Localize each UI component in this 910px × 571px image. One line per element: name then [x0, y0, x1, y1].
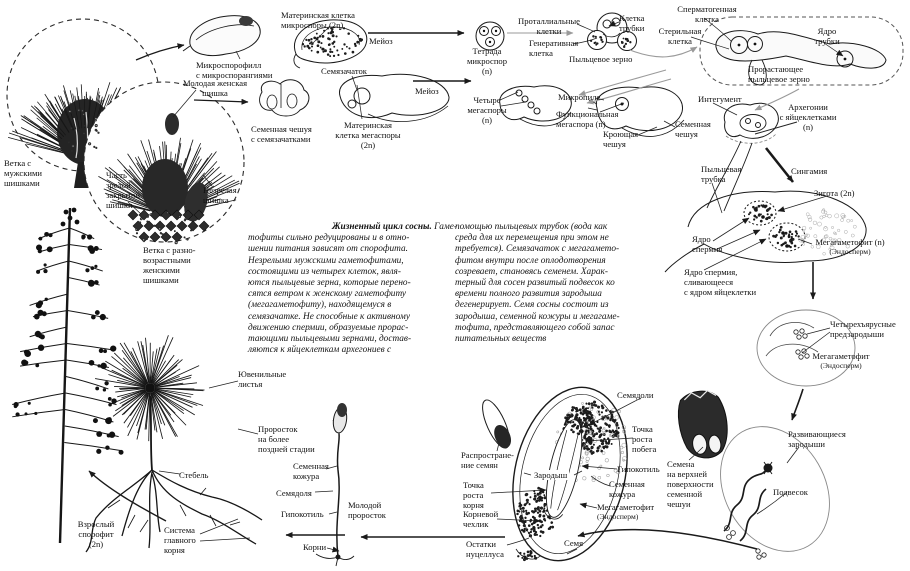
label-line: нуцеллуса	[466, 549, 504, 559]
label-protallialnye-kletki	[516, 16, 582, 36]
label-line: Система	[164, 525, 195, 535]
caption-line: требуется). Семязачаток с мегагамето-	[455, 244, 620, 255]
label-line: Прорастающее	[748, 64, 804, 74]
label-line: Генеративная	[529, 38, 579, 48]
label-line: Гипокотиль	[281, 509, 324, 519]
label-line: Микропиле	[558, 92, 601, 102]
caption-line: созревает, становясь семенем. Харак-	[455, 266, 608, 277]
label-prorastayushchee-pylcevoe-zerno	[748, 64, 810, 84]
label-line: мегаспоры	[467, 105, 507, 115]
label-line: Сингамия	[791, 166, 828, 176]
label-line: Ядро	[692, 234, 711, 244]
label-semennaya-cheshuya	[675, 119, 711, 139]
label-line: пыльцевое зерно	[748, 74, 810, 84]
label-line: кожура	[609, 489, 636, 499]
label-megagametofit-endosperm-predzarodyshej	[804, 351, 878, 371]
label-line: (Эндосперм)	[820, 361, 862, 370]
figure-caption-column-2	[455, 222, 620, 345]
label-kornevoj-chekhlik	[463, 509, 498, 529]
label-line: клетка	[668, 36, 692, 46]
label-line: роста	[463, 490, 484, 500]
label-mejoz-1	[369, 36, 393, 46]
label-line: Клетка	[619, 13, 645, 23]
label-sistema-glavnogo-kornya	[164, 525, 196, 555]
label-line: Стерильная	[658, 26, 702, 36]
label-line: чешуя	[675, 129, 698, 139]
label-line: мужскими	[4, 168, 43, 178]
caption-line: времени полного развития зародыша	[455, 289, 602, 300]
label-line: Материнская клетка	[281, 10, 355, 20]
label-line: шишками	[143, 275, 179, 285]
label-line: кожура	[293, 471, 320, 481]
label-line: Взрослый	[77, 519, 115, 529]
label-line: клетка	[695, 14, 719, 24]
label-line: спорофит	[78, 529, 114, 539]
label-line: листья	[238, 379, 263, 389]
label-line: Зародыш	[534, 470, 568, 480]
label-line: шишками	[4, 178, 40, 188]
label-molodaya-zhenskaya-shishka	[180, 78, 250, 98]
caption-line: движению спермии, образуемые прорас-	[248, 322, 409, 333]
label-line: сливающееся	[684, 277, 734, 287]
label-line: клетка	[529, 48, 553, 58]
label-line: Корни	[303, 542, 327, 552]
label-zarodysh	[532, 470, 569, 480]
caption-line: тающими пыльцевыми зернами, достав-	[248, 334, 412, 345]
label-integument	[698, 94, 742, 104]
label-line: (Эндосперм)	[829, 247, 871, 256]
label-singamiya	[791, 166, 827, 176]
caption-line: дегенерирует. Семя сосны состоит из	[455, 300, 609, 311]
caption-line: фитом внутри после оплодотворения	[455, 255, 606, 266]
label-line: Остатки	[466, 539, 497, 549]
label-podvesok	[773, 487, 808, 497]
label-mikrosporofill	[196, 60, 273, 80]
label-kletka-trubki	[619, 13, 644, 33]
caption-line: среда для их перемещения при этом не	[455, 233, 609, 244]
label-line: шишки	[106, 200, 133, 210]
label-rasprostranenie-semyan	[461, 450, 514, 470]
label-nezrelaya-shishka	[203, 185, 237, 205]
label-line: Подвесок	[773, 487, 808, 497]
label-line: Тетрада	[472, 46, 502, 56]
label-line: зрелой	[106, 180, 131, 190]
label-line: Семена	[667, 459, 695, 469]
label-line: Зигота (2n)	[814, 188, 855, 198]
label-line: трубки	[619, 23, 645, 33]
label-line: клетки	[536, 26, 562, 36]
label-line: Незрелая	[203, 185, 237, 195]
label-line: Развивающиеся	[788, 429, 846, 439]
label-line: клетка мегаспоры	[335, 130, 401, 140]
label-line: Ядро	[817, 26, 837, 36]
label-line: шишка	[202, 88, 228, 98]
label-line: Точка	[632, 424, 653, 434]
label-yadro-spermiya-slivayushcheesya	[684, 267, 756, 297]
label-tochka-rosta-kornya	[463, 480, 484, 510]
label-line: зародыши	[788, 439, 825, 449]
label-line: на более	[258, 434, 290, 444]
label-line: Семенная	[293, 461, 329, 471]
label-semyazachatok	[321, 66, 367, 76]
caption-line: Незрелыми мужскими гаметофитами,	[248, 255, 404, 266]
label-chetyrekhyarusnye-predzarodyshi	[830, 319, 896, 339]
label-materinskaya-kletka-mikrospory	[281, 10, 355, 30]
label-line: (n)	[481, 66, 493, 76]
label-line: роста	[632, 434, 653, 444]
label-line: трубки	[814, 36, 840, 46]
label-line: поздней стадии	[258, 444, 315, 454]
caption-line: ляются к яйцеклеткам архегониев с	[248, 345, 392, 356]
label-line: возрастными	[143, 255, 191, 265]
label-line: Часть	[106, 170, 127, 180]
caption-line: сятся ветром к женскому гаметофиту	[248, 289, 407, 300]
label-tochka-rosta-pobega	[632, 424, 656, 454]
label-semennaya-kozhura-prorostka	[293, 461, 329, 481]
label-arkhegonii-s-yajcekletkami	[773, 102, 843, 132]
label-line: Мегагаметофит	[812, 351, 870, 361]
label-semennaya-kozhura-semeni	[609, 479, 645, 499]
label-mikropile	[558, 92, 600, 102]
label-line: Пыльцевая	[701, 164, 742, 174]
label-line: Мегагаметофит (n)	[815, 237, 885, 247]
label-line: Микроспорофилл	[196, 60, 262, 70]
label-line: чешуи	[667, 499, 691, 509]
label-megagametofit-endosperm-semeni	[597, 502, 654, 522]
label-line: с яйцеклетками	[779, 112, 837, 122]
caption-line: шении питания зависят от спорофита.	[248, 244, 408, 255]
label-prorostok-na-bolee-pozdnej-stadii	[258, 424, 315, 454]
caption-line: помощью пыльцевых трубок (вода как	[455, 222, 608, 232]
caption-title: Жизненный цикл сосны.	[332, 222, 432, 232]
label-line: (n)	[481, 115, 493, 125]
label-tetrada-mikrospor	[462, 46, 512, 76]
label-line: Пыльцевое зерно	[569, 54, 633, 64]
label-line: Семенная	[675, 119, 711, 129]
label-line: Семядоля	[276, 488, 312, 498]
caption-line: терный для сосен развитый подвесок ко	[455, 278, 615, 289]
label-line: чехлик	[463, 519, 489, 529]
label-line: проросток	[348, 510, 386, 520]
label-line: женскими	[143, 265, 180, 275]
label-semena-na-verkhnej-poverkhnosti	[667, 459, 714, 509]
label-gipokotil-prorostka	[281, 509, 324, 519]
label-semyadoli	[617, 390, 654, 400]
label-kroyushchaya-cheshuya	[603, 129, 638, 149]
label-line: Интегумент	[698, 94, 742, 104]
label-line: Распростране-	[461, 450, 514, 460]
label-line: Семя	[564, 538, 584, 548]
label-line: с семязачатками	[251, 134, 311, 144]
label-line: Мегагаметофит	[597, 502, 655, 512]
label-line: Точка	[463, 480, 484, 490]
caption-line: (мегагаметофиту), находящемуся в	[248, 300, 392, 311]
label-line: (2n)	[88, 539, 104, 549]
label-line: Стебель	[179, 470, 209, 480]
label-line: (n)	[802, 122, 814, 132]
label-sterilnaya-kletka	[655, 26, 705, 46]
label-line: трубка	[701, 174, 726, 184]
label-vetka-s-muzhskimi-shishkami	[4, 158, 42, 188]
label-vetka-s-raznovozrastnymi-zhenskimi-shishkami	[143, 245, 196, 285]
label-line: Проросток	[258, 424, 298, 434]
label-line: Четыре	[473, 95, 501, 105]
label-chast-zreloj-zakrytoj-shishki	[106, 170, 140, 210]
label-line: Корневой	[463, 509, 499, 519]
label-zigota	[814, 188, 855, 198]
label-line: корня	[463, 500, 484, 510]
label-line: поверхности	[667, 479, 714, 489]
label-mejoz-2	[415, 86, 439, 96]
label-materinskaya-kletka-megaspory	[327, 120, 409, 150]
label-line: ние семян	[461, 460, 498, 470]
label-semya	[564, 538, 583, 548]
label-line: с микроспорангиями	[196, 70, 273, 80]
label-pylcevoe-zerno	[569, 54, 632, 64]
label-line: Мейоз	[369, 36, 393, 46]
label-line: на верхней	[667, 469, 707, 479]
label-line: (Эндосперм)	[597, 512, 639, 521]
label-line: Материнская	[344, 120, 392, 130]
label-line: Семенная	[609, 479, 645, 489]
label-ostatki-nucellusa	[466, 539, 504, 559]
label-chetyre-megaspory	[464, 95, 510, 125]
label-molodoj-prorostok	[348, 500, 386, 520]
label-line: Архегонии	[788, 102, 828, 112]
label-line: Ядро спермия,	[684, 267, 738, 277]
label-line: (2n)	[360, 140, 376, 150]
label-line: Семядоли	[617, 390, 654, 400]
label-line: главного	[164, 535, 196, 545]
label-semyadolya	[276, 488, 312, 498]
label-korni	[303, 542, 326, 552]
label-line: Мейоз	[415, 86, 439, 96]
caption-line: семязачатке. Не способные к активному	[248, 311, 410, 322]
label-line: Ветка с разно-	[143, 245, 196, 255]
label-line: микроспоры (2n)	[281, 20, 344, 30]
label-line: Функциональная	[556, 109, 619, 119]
label-line: Проталлиальные	[518, 16, 580, 26]
label-line: Гипокотиль	[617, 464, 660, 474]
figure-caption-column-1	[248, 222, 457, 356]
label-funkcionalnaya-megaspora	[556, 109, 618, 129]
caption-line: тофиты сильно редуцированы и в отно-	[248, 233, 410, 244]
label-line: Семенная чешуя	[251, 124, 312, 134]
label-line: микроспор	[466, 56, 508, 66]
label-line: корня	[164, 545, 185, 555]
label-yadro-spermiya	[692, 234, 722, 254]
label-spermatogennaya-kletka	[674, 4, 740, 24]
label-line: Четырехъярусные	[830, 319, 896, 329]
label-stebel	[179, 470, 208, 480]
caption-line: питательных веществ	[455, 334, 547, 345]
label-line: мегаспора (n)	[556, 119, 606, 129]
caption-line: тофита, представляющего собой запас	[455, 322, 615, 333]
label-line: Молодая женская	[182, 78, 248, 88]
label-semennaya-cheshuya-s-semyazachatkami	[251, 124, 312, 144]
label-line: Ювенильные	[238, 369, 287, 379]
label-line: побега	[632, 444, 657, 454]
label-vzroslyj-sporofit	[69, 519, 123, 549]
label-line: Ветка с	[4, 158, 32, 168]
caption-line: зародыша, семенной кожуры и мегагаме-	[455, 311, 620, 322]
label-line: спермия	[692, 244, 723, 254]
label-megagametofit-endosperm-zigoty	[810, 237, 890, 257]
label-line: чешуя	[603, 139, 626, 149]
label-pylcevaya-trubka	[701, 164, 741, 184]
caption-line: ются пыльцевые зерна, которые перено-	[248, 278, 411, 289]
label-line: предзародыши	[830, 329, 884, 339]
label-razvivayushchiesya-zarodyshi	[788, 429, 846, 449]
label-line: Сперматогенная	[677, 4, 737, 14]
caption-line: состоящими из четырех клеток, явля-	[248, 266, 401, 277]
caption-first-line	[248, 222, 457, 233]
label-line: с ядром яйцеклетки	[684, 287, 757, 297]
label-line: закрытой	[106, 190, 140, 200]
label-line: семенной	[667, 489, 703, 499]
label-line: шишка	[203, 195, 229, 205]
label-yadro-trubki	[806, 26, 848, 46]
label-yuvenilnye-listya	[238, 369, 286, 389]
label-line: Семязачаток	[321, 66, 367, 76]
label-line: Молодой	[348, 500, 382, 510]
label-line: Кроющая	[603, 129, 639, 139]
label-gipokotil-semeni	[617, 464, 660, 474]
caption-title-rest: Гаме-	[431, 222, 458, 232]
